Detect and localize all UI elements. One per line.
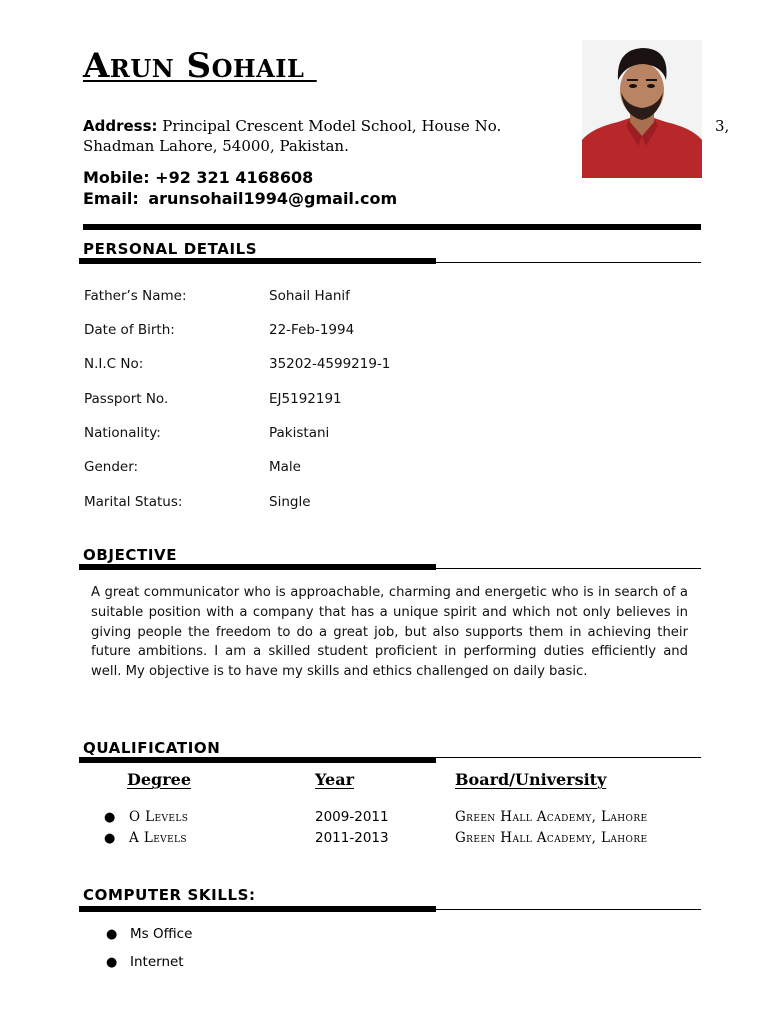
skills-divider-thick [79,906,436,912]
gender-label: Gender: [84,459,139,475]
candidate-name: Arun Sohail [83,46,317,86]
address-line2: Shadman Lahore, 54000, Pakistan. [83,137,349,155]
degree-a-levels: A Levels [129,830,187,846]
profile-photo [582,40,702,178]
bullet-icon: ● [106,927,118,942]
computer-skills-heading: COMPUTER SKILLS: [83,886,256,904]
header-divider [83,224,701,230]
gender-value: Male [269,459,301,475]
objective-text: A great communicator who is approachable, charming and energetic who is in search of a suitable position with a company that has a unique spirit and which not only believes in giving people the freedom to do a great job, but also supports them in achieving their future ambitions. I am a skilled student proficient in performing duties efficiently and well. My objective is to have my skills and ethics challenged on daily basic. [91,585,688,680]
address-label: Address: [83,117,158,135]
board-a-levels: Green Hall Academy, Lahore [455,830,648,846]
nic-label: N.I.C No: [84,356,144,372]
bullet-icon: ● [104,831,116,846]
dob-label: Date of Birth: [84,322,175,338]
email-value: arunsohail1994@gmail.com [148,189,398,208]
year-o-levels: 2009-2011 [315,809,389,825]
skill-internet: Internet [130,954,184,970]
mobile-line [83,168,313,187]
personal-details-heading: PERSONAL DETAILS [83,240,258,258]
objective-divider-thick [79,564,436,570]
profile-photo-illustration [582,40,702,178]
skill-ms-office: Ms Office [130,926,193,942]
objective-heading: OBJECTIVE [83,546,178,564]
marital-status-value: Single [269,494,311,510]
qualification-divider-thick [79,757,436,763]
passport-value: EJ5192191 [269,391,342,407]
personal-divider-thin [436,262,701,263]
col-year-header: Year [315,770,355,789]
address-line1: Principal Crescent Model School, House No. [162,117,502,135]
nationality-value: Pakistani [269,425,330,441]
board-o-levels: Green Hall Academy, Lahore [455,809,648,825]
fathers-name-value: Sohail Hanif [269,288,350,304]
nationality-label: Nationality: [84,425,161,441]
qualification-divider-thin [436,757,701,758]
qualification-heading: QUALIFICATION [83,739,221,757]
col-degree-header: Degree [127,770,192,789]
year-a-levels: 2011-2013 [315,830,389,846]
nic-value: 35202-4599219-1 [269,356,391,372]
bullet-icon: ● [104,810,116,825]
objective-divider-thin [436,568,701,569]
fathers-name-label: Father’s Name: [84,288,187,304]
personal-divider-thick [79,258,436,264]
address-house-number: 3, [715,117,730,135]
col-board-header: Board/University [455,770,607,789]
mobile-value: +92 321 4168608 [155,168,314,187]
degree-o-levels: O Levels [129,809,189,825]
mobile-label: Mobile: [83,168,150,187]
email-label: Email: [83,189,139,208]
skills-divider-thin [436,909,701,910]
marital-status-label: Marital Status: [84,494,183,510]
bullet-icon: ● [106,955,118,970]
passport-label: Passport No. [84,391,169,407]
dob-value: 22-Feb-1994 [269,322,355,338]
email-line [83,189,397,208]
